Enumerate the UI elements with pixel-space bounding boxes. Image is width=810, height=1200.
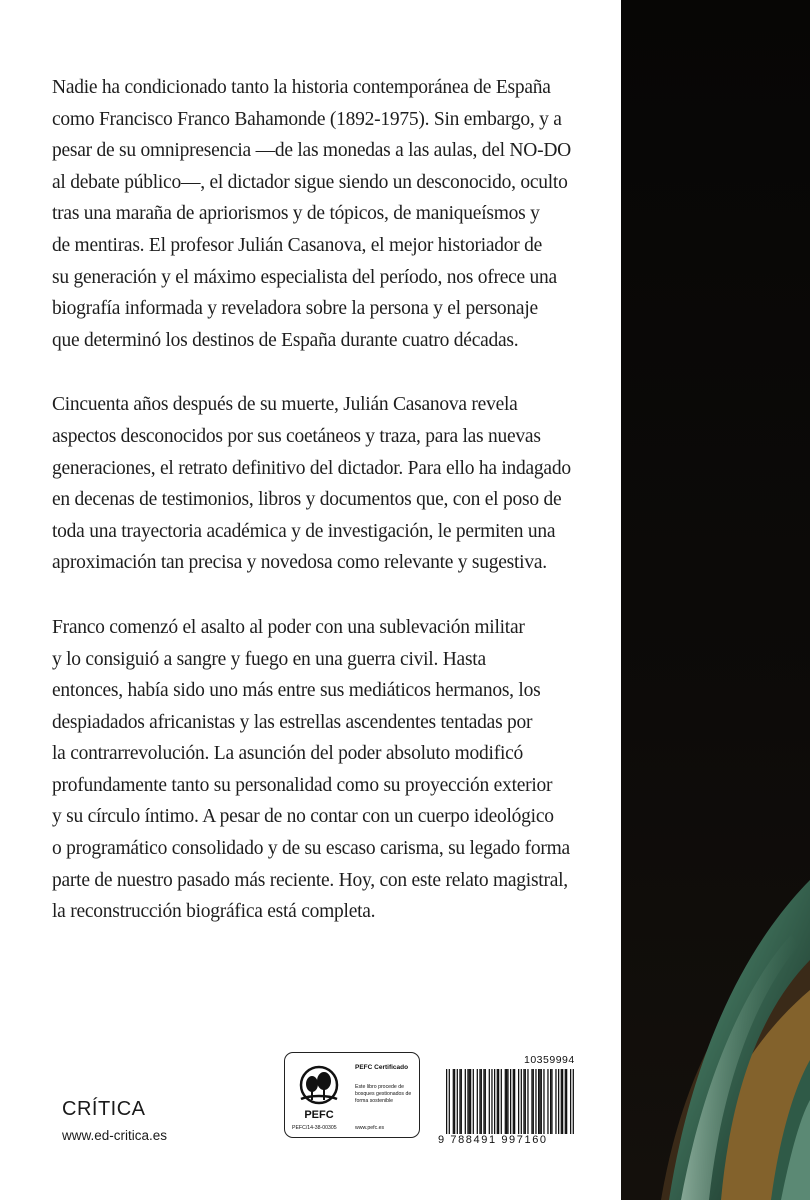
blurb-line: de mentiras. El profesor Julián Casanova, el mejor historiador de <box>52 234 543 256</box>
blurb-line: al debate público—, el dictador sigue siendo un desconocido, oculto <box>52 171 568 193</box>
blurb-line: tras una maraña de apriorismos y de tópicos, de maniqueísmos y <box>52 203 540 225</box>
blurb-paragraph <box>52 389 612 579</box>
blurb-line: parte de nuestro pasado más reciente. Hoy, con este relato magistral, <box>52 869 568 891</box>
blurb-line: como Francisco Franco Bahamonde (1892-1975). Sin embargo, y a <box>52 108 562 130</box>
blurb-line: Cincuenta años después de su muerte, Julián Casanova revela <box>52 394 518 416</box>
pefc-logo-text: PEFC <box>304 1109 334 1121</box>
blurb-line: y lo consiguió a sangre y fuego en una guerra civil. Hasta <box>52 648 486 670</box>
blurb-paragraph <box>52 612 612 928</box>
uniform-sash-image <box>621 0 810 1200</box>
barcode-top-number: 10359994 <box>524 1054 575 1066</box>
back-cover-blurb <box>52 72 612 961</box>
barcode-digits: 9 788491 997160 <box>438 1134 578 1146</box>
publisher-name: CRÍTICA <box>62 1098 146 1120</box>
barcode-icon <box>446 1069 574 1137</box>
blurb-line: y su círculo íntimo. A pesar de no contar con un cuerpo ideológico <box>52 806 554 828</box>
blurb-line: generaciones, el retrato definitivo del dictador. Para ello ha indagado <box>52 457 571 479</box>
pefc-code: PEFC/14-38-00305 <box>292 1125 337 1131</box>
blurb-line: biografía informada y reveladora sobre la persona y el personaje <box>52 298 538 320</box>
pefc-description: Este libro procede de bosques gestionados de forma sostenible <box>355 1084 412 1104</box>
blurb-line: su generación y el máximo especialista del período, nos ofrece una <box>52 266 557 288</box>
blurb-paragraph <box>52 72 612 356</box>
blurb-line: Nadie ha condicionado tanto la historia contemporánea de España <box>52 77 551 98</box>
publisher-website[interactable]: www.ed-critica.es <box>62 1128 168 1143</box>
blurb-line: aspectos desconocidos por sus coetáneos y traza, para las nuevas <box>52 425 541 447</box>
pefc-url: www.pefc.es <box>355 1125 385 1131</box>
blurb-line: o programático consolidado y de su escaso carisma, su legado forma <box>52 838 570 860</box>
blurb-line: la contrarrevolución. La asunción del poder absoluto modificó <box>52 743 524 765</box>
blurb-line: aproximación tan precisa y novedosa como relevante y sugestiva. <box>52 552 547 574</box>
blurb-line: Franco comenzó el asalto al poder con una sublevación militar <box>52 616 525 638</box>
blurb-line: que determinó los destinos de España durante cuatro décadas. <box>52 329 519 351</box>
blurb-line: la reconstrucción biográfica está completa. <box>52 901 376 923</box>
blurb-line: toda una trayectoria académica y de investigación, le permiten una <box>52 520 556 542</box>
cover-photo-strip <box>621 0 810 1200</box>
blurb-line: despiadados africanistas y las estrellas ascendentes tentadas por <box>52 711 533 733</box>
blurb-line: profundamente tanto su personalidad como su proyección exterior <box>52 774 553 796</box>
blurb-line: pesar de su omnipresencia —de las monedas a las aulas, del NO-DO <box>52 140 572 162</box>
blurb-line: en decenas de testimonios, libros y documentos que, con el poso de <box>52 489 562 511</box>
pefc-tree-logo-icon <box>292 1062 346 1122</box>
pefc-title: PEFC Certificado <box>355 1064 409 1071</box>
blurb-line: entonces, había sido uno más entre sus mediáticos hermanos, los <box>52 680 541 702</box>
pefc-certification-box <box>284 1052 420 1138</box>
